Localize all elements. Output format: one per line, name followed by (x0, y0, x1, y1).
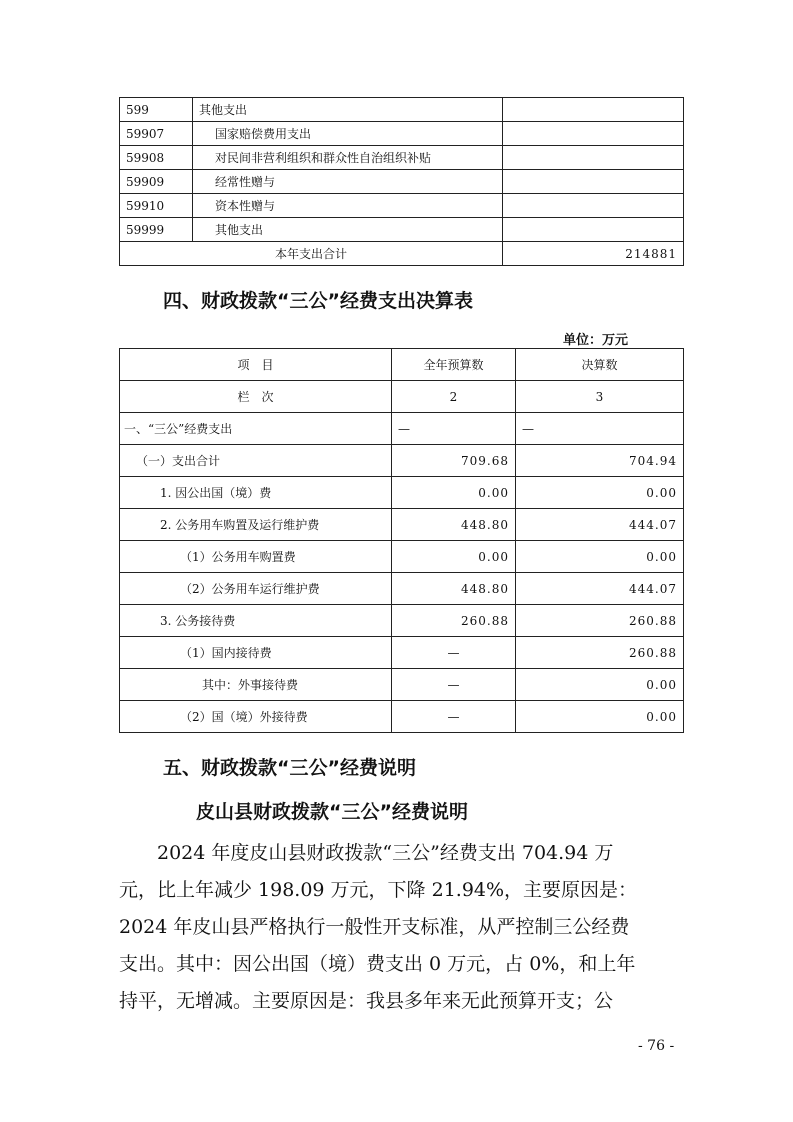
row-actual: 260.88 (516, 637, 684, 669)
row-label: （1）国内接待费 (120, 637, 392, 669)
row-actual: 444.07 (516, 509, 684, 541)
subtitle: 皮山县财政拨款“三公”经费说明 (196, 801, 468, 823)
row-actual: 444.07 (516, 573, 684, 605)
row-actual: — (516, 413, 684, 445)
total-label: 本年支出合计 (120, 242, 503, 266)
paragraph-line: 支出。其中：因公出国（境）费支出 0 万元，占 0%，和上年 (119, 953, 636, 975)
item-code: 59907 (120, 122, 193, 146)
total-row (120, 242, 684, 266)
section-5-title: 五、财政拨款“三公”经费说明 (163, 757, 416, 779)
item-value (503, 218, 684, 242)
row-budget: 260.88 (392, 605, 516, 637)
row-label: （2）公务用车运行维护费 (120, 573, 392, 605)
item-code: 59999 (120, 218, 193, 242)
table-row (120, 669, 684, 701)
row-label: 2. 公务用车购置及运行维护费 (120, 509, 392, 541)
table-row (120, 146, 684, 170)
column-index-row (120, 381, 684, 413)
header-item: 项 目 (120, 349, 392, 381)
table-row (120, 701, 684, 733)
paragraph-line: 2024 年度皮山县财政拨款“三公”经费支出 704.94 万 (119, 842, 614, 864)
row-budget: — (392, 669, 516, 701)
item-value (503, 122, 684, 146)
row-label: 1. 因公出国（境）费 (120, 477, 392, 509)
item-name: 国家赔偿费用支出 (193, 122, 503, 146)
item-name: 其他支出 (193, 218, 503, 242)
index-actual: 3 (516, 381, 684, 413)
item-value (503, 98, 684, 122)
item-code: 59910 (120, 194, 193, 218)
unit-label: 单位：万元 (563, 333, 629, 348)
table-row (120, 477, 684, 509)
table-row (120, 98, 684, 122)
row-actual: 0.00 (516, 669, 684, 701)
header-budget: 全年预算数 (392, 349, 516, 381)
index-label: 栏 次 (120, 381, 392, 413)
row-label: 其中：外事接待费 (120, 669, 392, 701)
table-row (120, 122, 684, 146)
table-row (120, 218, 684, 242)
table-row (120, 509, 684, 541)
row-budget: — (392, 413, 516, 445)
row-label: 一、“三公”经费支出 (120, 413, 392, 445)
expenditure-table (119, 97, 684, 266)
row-budget: 448.80 (392, 509, 516, 541)
row-budget: — (392, 637, 516, 669)
item-value (503, 170, 684, 194)
table-row (120, 541, 684, 573)
item-code: 599 (120, 98, 193, 122)
table-row (120, 637, 684, 669)
index-budget: 2 (392, 381, 516, 413)
item-name: 对民间非营利组织和群众性自治组织补贴 (193, 146, 503, 170)
table-row (120, 413, 684, 445)
row-actual: 260.88 (516, 605, 684, 637)
table-row (120, 573, 684, 605)
row-label: （1）公务用车购置费 (120, 541, 392, 573)
paragraph-line: 2024 年皮山县严格执行一般性开支标准，从严控制三公经费 (119, 916, 630, 938)
page-number: - 76 - (638, 1038, 675, 1054)
total-value: 214881 (503, 242, 684, 266)
table-row (120, 170, 684, 194)
item-value (503, 194, 684, 218)
item-name: 资本性赠与 (193, 194, 503, 218)
section-4-title: 四、财政拨款“三公”经费支出决算表 (163, 290, 473, 312)
row-actual: 0.00 (516, 477, 684, 509)
item-code: 59908 (120, 146, 193, 170)
row-budget: 0.00 (392, 477, 516, 509)
row-budget: 448.80 (392, 573, 516, 605)
table-row (120, 194, 684, 218)
row-budget: 709.68 (392, 445, 516, 477)
row-actual: 0.00 (516, 701, 684, 733)
row-budget: 0.00 (392, 541, 516, 573)
item-name: 经常性赠与 (193, 170, 503, 194)
row-budget: — (392, 701, 516, 733)
item-value (503, 146, 684, 170)
header-row (120, 349, 684, 381)
row-label: （一）支出合计 (120, 445, 392, 477)
item-code: 59909 (120, 170, 193, 194)
row-actual: 0.00 (516, 541, 684, 573)
paragraph-line: 持平，无增减。主要原因是：我县多年来无此预算开支；公 (119, 990, 614, 1012)
row-label: 3. 公务接待费 (120, 605, 392, 637)
three-public-expenses-table (119, 348, 684, 733)
header-actual: 决算数 (516, 349, 684, 381)
table-row (120, 605, 684, 637)
table-row (120, 445, 684, 477)
row-label: （2）国（境）外接待费 (120, 701, 392, 733)
item-name: 其他支出 (193, 98, 503, 122)
paragraph-line: 元，比上年减少 198.09 万元，下降 21.94%，主要原因是： (119, 879, 638, 901)
row-actual: 704.94 (516, 445, 684, 477)
